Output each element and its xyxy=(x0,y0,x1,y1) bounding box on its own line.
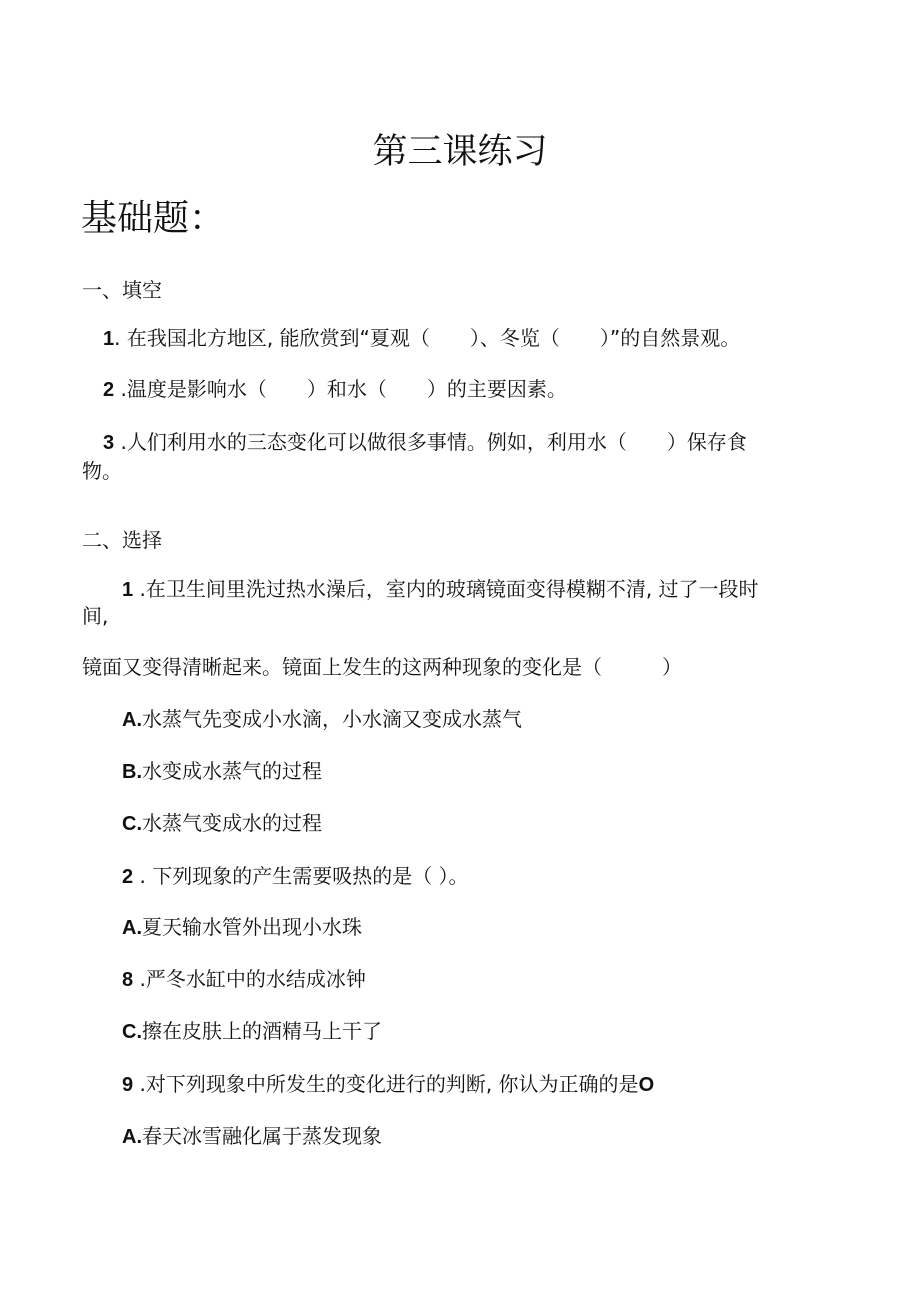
option-text: 水变成水蒸气的过程 xyxy=(142,759,322,783)
option-key: C. xyxy=(122,813,142,835)
option-c xyxy=(122,1015,382,1044)
option-a xyxy=(122,703,522,732)
option-text: 春天冰雪融化属于蒸发现象 xyxy=(142,1124,382,1148)
fill-question-3-continuation: 物。 xyxy=(82,459,122,483)
choice-question-1-continuation: 间, xyxy=(82,604,109,628)
option-text: 水蒸气变成水的过程 xyxy=(142,811,322,835)
question-number: 1 xyxy=(103,328,115,350)
fill-question-1 xyxy=(103,322,740,351)
question-number: 2 xyxy=(103,379,115,401)
option-a xyxy=(122,1120,382,1149)
option-b xyxy=(122,963,366,992)
option-key: A. xyxy=(122,917,142,939)
option-key: A. xyxy=(122,709,142,731)
question-text: .人们利用水的三态变化可以做很多事情。例如，利用水（ ）保存食 xyxy=(114,430,747,454)
question-number: 1 xyxy=(122,579,134,601)
option-a xyxy=(122,911,362,940)
question-text: .温度是影响水（ ）和水（ ）的主要因素。 xyxy=(114,377,567,401)
choice-question-1 xyxy=(122,573,759,602)
option-key: A. xyxy=(122,1126,142,1148)
page-title: 第三课练习 xyxy=(372,132,548,172)
fill-question-3 xyxy=(103,426,747,455)
choice-question-2 xyxy=(122,860,469,889)
option-text: 夏天输水管外出现小水珠 xyxy=(142,915,362,939)
option-c xyxy=(122,807,322,836)
option-text: .严冬水缸中的水结成冰钟 xyxy=(133,967,366,991)
fill-question-2 xyxy=(103,373,567,402)
choice-question-3 xyxy=(122,1068,654,1097)
question-number: 9 xyxy=(122,1074,134,1096)
option-key: C. xyxy=(122,1021,142,1043)
option-b xyxy=(122,755,322,784)
question-text: .在卫生间里洗过热水澡后，室内的玻璃镜面变得模糊不清, 过了一段时 xyxy=(133,577,759,601)
question-number: 3 xyxy=(103,432,115,454)
section-heading: 基础题： xyxy=(81,198,226,239)
question-text: . 在我国北方地区, 能欣赏到“夏观（ ）、冬览（ ）”的自然景观。 xyxy=(114,326,741,350)
question-text: .对下列现象中所发生的变化进行的判断, 你认为正确的是 xyxy=(133,1072,639,1096)
option-key: B. xyxy=(122,761,142,783)
question-tail: O xyxy=(638,1074,655,1096)
question-number: 2 xyxy=(122,866,134,888)
question-number: 8 xyxy=(122,969,134,991)
option-text: 水蒸气先变成小水滴，小水滴又变成水蒸气 xyxy=(142,707,522,731)
section-choice-label: 二、选择 xyxy=(82,528,162,552)
section-fill-blank-label: 一、填空 xyxy=(82,278,162,302)
choice-question-1-continuation: 镜面又变得清晰起来。镜面上发生的这两种现象的变化是（ ） xyxy=(82,655,682,679)
option-text: 擦在皮肤上的酒精马上干了 xyxy=(142,1019,382,1043)
question-text: . 下列现象的产生需要吸热的是（ ）。 xyxy=(133,864,469,888)
